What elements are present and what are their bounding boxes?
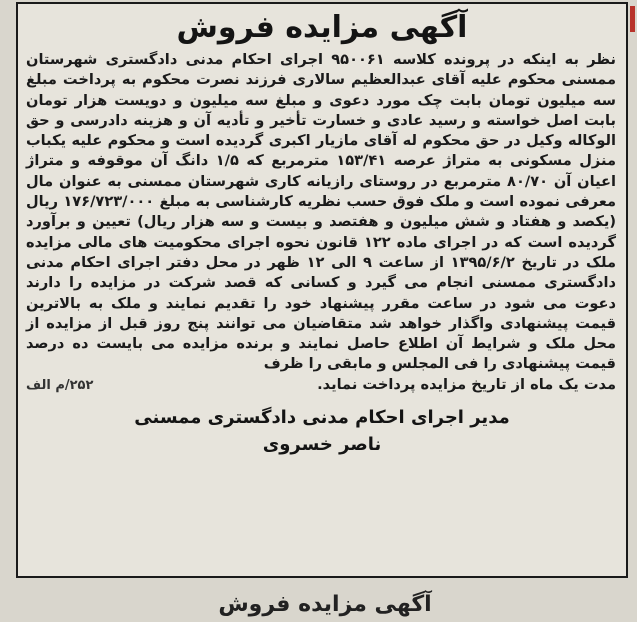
notice-code: ۲۵۲/م الف [26,377,94,393]
corner-mark-decoration [630,6,635,32]
next-ad-title-fragment: آگهی مزایده فروش [218,592,432,617]
notice-body: نظر به اینکه در پرونده کلاسه ۹۵۰۰۶۱ اجرای احکام مدنی دادگستری شهرستان ممسنی محکوم علیه آقای عبدالعظیم سالاری فرزند نصرت محکوم به پرداخت مبلغ سه میلیون تومان بابت چک مورد دعوی و مبلغ سه میلیون و دویست هزار تومان بابت اصل خواسته و رسید عادی و خسارت تأخیر و تأدیه آن و هزینه دادرسی و حق الوکاله وکیل در حق محکوم له آقای مازیار اکبری گردیده است و محکوم علیه یکباب منزل مسکونی به متراژ عرصه ۱۵۳/۴۱ مترمربع که ۱/۵ دانگ آن موقوفه و متراژ اعیان آن ۸۰/۷۰ مترمربع در روستای رازیانه کاری شهرستان ممسنی به عنوان مال معرفی نموده است و ملک فوق حسب نظریه کارشناسی به مبلغ ۱۷۶/۷۲۳/۰۰۰ ریال (یکصد و هفتاد و شش میلیون و هفتصد و بیست و سه هزار ریال) تعیین و برآورد گردیده است که در اجرای ماده ۱۲۲ قانون نحوه اجرای محکومیت های مالی مزایده ملک در تاریخ ۱۳۹۵/۶/۲ از ساعت ۹ الی ۱۲ ظهر در محل دفتر اجرای احکام مدنی دادگستری ممسنی انجام می گیرد و کسانی که قصد شرکت در مزایده را دارند دعوت می شود در ساعت مقرر پیشنهاد خود را تقدیم نمایند و ملک به بالاترین قیمت پیشنهادی واگذار خواهد شد متقاضیان می توانند پنج روز قبل از مزایده از محل ملک و شرایط آن اطلاع حاصل نمایند و برنده مزایده می بایست ده درصد قیمت پیشنهادی را فی المجلس و مابقی را ظرف [26,51,616,373]
auction-notice [16,2,628,578]
signature-name: ناصر خسروی [262,433,382,455]
signature-block [18,404,626,458]
notice-title: آگهی مزایده فروش [176,10,468,45]
notice-final-line: مدت یک ماه از تاریخ مزایده پرداخت نماید. [317,375,616,393]
notice-final-row [26,375,616,396]
signature-title: مدیر اجرای احکام مدنی دادگستری ممسنی [134,406,510,428]
